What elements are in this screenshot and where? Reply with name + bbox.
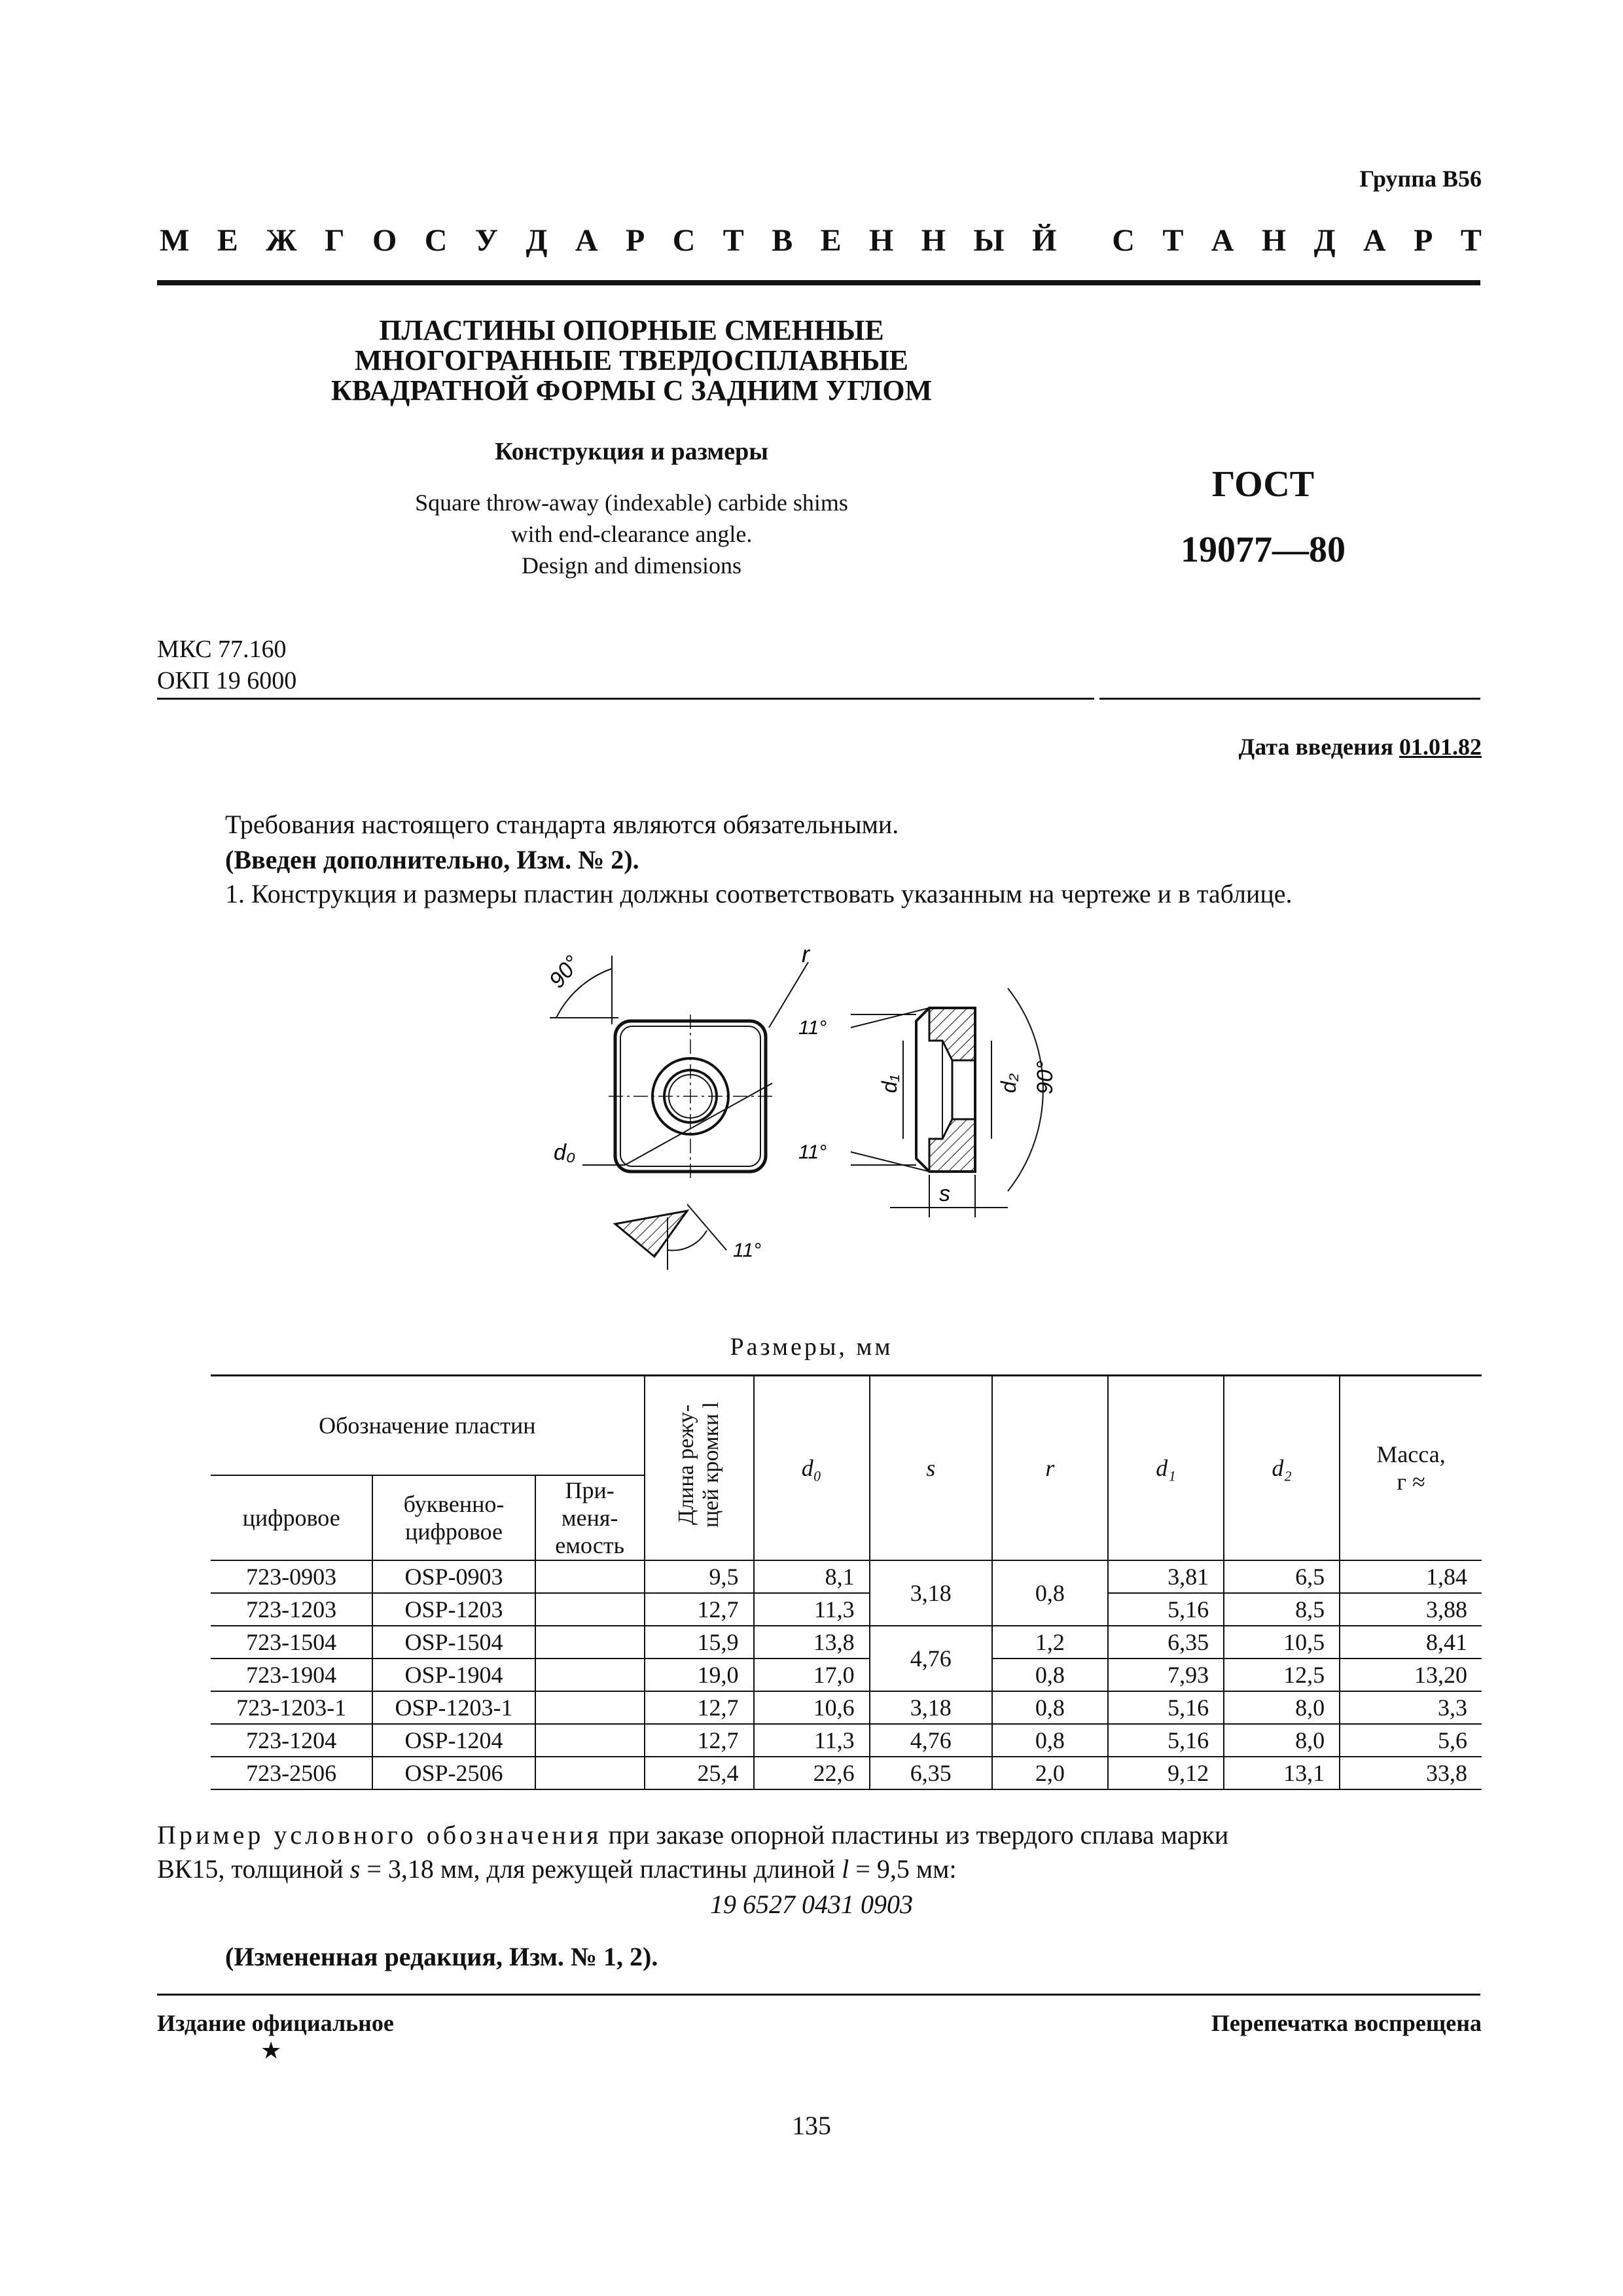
heading-letter: Ж: [266, 223, 297, 258]
mandatory-note: Требования настоящего стандарта являются обязательными.: [225, 810, 899, 839]
gost-label: ГОСТ: [1211, 464, 1315, 505]
interstate-standard-heading: [160, 223, 1482, 259]
footer-rule: [157, 1994, 1480, 1996]
applicability-header-line-3: емость: [555, 1532, 625, 1558]
length-header-line-1: Длина режу-: [674, 1405, 699, 1526]
cell-mass: 3,3: [1340, 1691, 1482, 1724]
r-header: r: [992, 1376, 1108, 1561]
heading-letter: С: [424, 223, 448, 258]
codes-rule-gap: [1094, 695, 1099, 702]
heading-letter: Д: [1313, 223, 1336, 258]
heading-letter: Н: [921, 223, 946, 258]
star-icon: ★: [260, 2037, 282, 2064]
cell-mass: 5,6: [1340, 1724, 1482, 1757]
heading-letter: Т: [1460, 223, 1482, 258]
table-row: [211, 1691, 1482, 1724]
cell-s: 4,76: [870, 1626, 992, 1691]
heading-letter: Г: [325, 223, 345, 258]
d1-label: d₁: [878, 1075, 901, 1093]
example-lead: Пример условного обозначения: [157, 1820, 602, 1850]
document-subtitle: Конструкция и размеры: [495, 438, 768, 465]
cell-d2: 12,5: [1224, 1659, 1340, 1691]
document-title: [288, 315, 975, 406]
mks-code: МКС 77.160: [157, 636, 287, 663]
applicability-header-line-2: меня-: [561, 1505, 618, 1531]
english-line-1: Square throw-away (indexable) carbide shims: [415, 490, 848, 516]
heading-letter: С: [1112, 223, 1135, 258]
cell-r: 0,8: [992, 1691, 1108, 1724]
d1-header: d₁: [1108, 1376, 1224, 1561]
cell-mass: 1,84: [1340, 1560, 1482, 1593]
cell-appl: [535, 1724, 645, 1757]
title-line-3: КВАДРАТНОЙ ФОРМЫ С ЗАДНИМ УГЛОМ: [330, 374, 933, 406]
cell-alnum: OSP-1904: [372, 1659, 535, 1691]
cell-num: 723-1504: [211, 1626, 372, 1659]
cell-num: 723-1904: [211, 1659, 372, 1691]
cell-mass: 8,41: [1340, 1626, 1482, 1659]
cell-d2: 8,0: [1224, 1691, 1340, 1724]
cell-alnum: OSP-1504: [372, 1626, 535, 1659]
cell-num: 723-0903: [211, 1560, 372, 1593]
d2-header: d₂: [1224, 1376, 1340, 1561]
cell-d1: 3,81: [1108, 1560, 1224, 1593]
cell-num: 723-1203: [211, 1593, 372, 1626]
cell-d2: 6,5: [1224, 1560, 1340, 1593]
okp-code: ОКП 19 6000: [157, 667, 297, 694]
angle-11-mid-label: 11°: [798, 1141, 827, 1163]
r-label: r: [802, 942, 810, 967]
table-caption: Размеры, мм: [730, 1333, 893, 1361]
cell-alnum: OSP-1203: [372, 1593, 535, 1626]
table-row: [211, 1593, 1482, 1626]
cell-l: 9,5: [645, 1560, 754, 1593]
cell-r: 1,2: [992, 1626, 1108, 1659]
clause-1: 1. Конструкция и размеры пластин должны соответствовать указанным на чертеже и в таблице.: [225, 879, 1293, 908]
heading-letter: Ы: [973, 223, 1005, 258]
applicability-header-line-1: При-: [565, 1477, 615, 1503]
cell-l: 25,4: [645, 1757, 754, 1789]
classification-codes: [157, 634, 296, 696]
title-line-1: ПЛАСТИНЫ ОПОРНЫЕ СМЕННЫЕ: [379, 314, 884, 346]
heading-letter: О: [372, 223, 397, 258]
heading-letter: Й: [1032, 223, 1057, 258]
cell-s: 3,18: [870, 1691, 992, 1724]
cell-s: 3,18: [870, 1560, 992, 1626]
cell-appl: [535, 1659, 645, 1691]
cell-appl: [535, 1593, 645, 1626]
cell-num: 723-1203-1: [211, 1691, 372, 1724]
cell-d1: 5,16: [1108, 1691, 1224, 1724]
cell-mass: 3,88: [1340, 1593, 1482, 1626]
cell-d0: 17,0: [754, 1659, 870, 1691]
heading-letter: В: [772, 223, 793, 258]
cell-l: 12,7: [645, 1724, 754, 1757]
cell-s: 4,76: [870, 1724, 992, 1757]
heading-letter: Н: [869, 223, 894, 258]
codes-rule: [157, 698, 1480, 700]
cell-d2: 8,0: [1224, 1724, 1340, 1757]
table-row: [211, 1757, 1482, 1789]
cell-l: 19,0: [645, 1659, 754, 1691]
example-s-symbol: s: [349, 1854, 361, 1884]
cell-d2: 10,5: [1224, 1626, 1340, 1659]
table-row: [211, 1626, 1482, 1659]
heading-letter: Е: [217, 223, 238, 258]
cell-r: 0,8: [992, 1560, 1108, 1626]
example-rest-2c: = 9,5 мм:: [849, 1854, 957, 1884]
applicability-header: [535, 1475, 645, 1560]
cell-d1: 5,16: [1108, 1724, 1224, 1757]
d0-label: d₀: [554, 1140, 576, 1165]
table-row: [211, 1659, 1482, 1691]
example-l-symbol: l: [842, 1854, 849, 1884]
cell-l: 12,7: [645, 1691, 754, 1724]
cell-d1: 5,16: [1108, 1593, 1224, 1626]
cell-r: 0,8: [992, 1724, 1108, 1757]
edited-note: (Измененная редакция, Изм. № 1, 2).: [225, 1942, 658, 1971]
cell-d0: 11,3: [754, 1724, 870, 1757]
angle-90-right-label: 90°: [1033, 1060, 1058, 1094]
cell-mass: 13,20: [1340, 1659, 1482, 1691]
designation-example: [157, 1818, 1482, 1886]
cell-d1: 9,12: [1108, 1757, 1224, 1789]
angle-11-bottom-label: 11°: [733, 1240, 762, 1261]
heading-letter: А: [575, 223, 598, 258]
cell-alnum: OSP-2506: [372, 1757, 535, 1789]
gost-number: 19077—80: [1181, 529, 1346, 570]
heading-letter: Н: [1261, 223, 1287, 258]
cell-d0: 10,6: [754, 1691, 870, 1724]
alnum-header-line-1: буквенно-: [403, 1491, 505, 1517]
dimensions-table: [211, 1374, 1482, 1790]
angle-90-left-label: 90°: [544, 951, 585, 993]
designation-header: Обозначение пластин: [211, 1376, 645, 1476]
mass-header-line-1: Масса,: [1376, 1441, 1446, 1467]
cell-alnum: OSP-0903: [372, 1560, 535, 1593]
heading-letter: Т: [722, 223, 744, 258]
header-rule: [157, 280, 1480, 285]
shim-drawing: [510, 942, 1099, 1309]
cell-alnum: OSP-1203-1: [372, 1691, 535, 1724]
heading-letter: Р: [1414, 223, 1433, 258]
s-header: s: [870, 1376, 992, 1561]
heading-letter: А: [1363, 223, 1386, 258]
cell-d1: 7,93: [1108, 1659, 1224, 1691]
cell-d0: 13,8: [754, 1626, 870, 1659]
cell-d2: 8,5: [1224, 1593, 1340, 1626]
mass-header: [1340, 1376, 1482, 1561]
d2-label: d₂: [997, 1073, 1020, 1093]
heading-letter: С: [672, 223, 696, 258]
english-line-2: with end-clearance angle.: [510, 521, 753, 547]
alnum-header-line-2: цифровое: [404, 1518, 503, 1545]
date-value: 01.01.82: [1399, 734, 1482, 760]
numeric-header: цифровое: [211, 1475, 372, 1560]
cell-r: 2,0: [992, 1757, 1108, 1789]
cell-d0: 22,6: [754, 1757, 870, 1789]
d0-header: d₀: [754, 1376, 870, 1561]
english-line-3: Design and dimensions: [522, 552, 741, 579]
date-label: Дата введения: [1238, 734, 1393, 760]
example-rest-1: при заказе опорной пластины из твердого сплава марки: [601, 1820, 1229, 1850]
group-code: Группа В56: [1359, 166, 1482, 192]
heading-letter: М: [160, 223, 190, 258]
cell-num: 723-2506: [211, 1757, 372, 1789]
example-code: 19 6527 0431 0903: [710, 1890, 913, 1919]
cell-l: 15,9: [645, 1626, 754, 1659]
heading-letter: А: [1211, 223, 1234, 258]
introduction-date: [1239, 733, 1482, 761]
heading-letter: Е: [820, 223, 842, 258]
english-title: [288, 487, 975, 581]
example-rest-2b: = 3,18 мм, для режущей пластины длиной: [360, 1854, 842, 1884]
heading-letter: Р: [625, 223, 645, 258]
heading-letter: У: [474, 223, 499, 258]
reprint-prohibited: Перепечатка воспрещена: [1211, 2010, 1482, 2036]
angle-11-top-label: 11°: [798, 1017, 827, 1039]
table-row: [211, 1724, 1482, 1757]
cell-d0: 8,1: [754, 1560, 870, 1593]
cell-mass: 33,8: [1340, 1757, 1482, 1789]
cell-l: 12,7: [645, 1593, 754, 1626]
official-edition: Издание официальное: [157, 2010, 394, 2036]
length-header-line-2: щей кромки l: [699, 1402, 724, 1528]
page-number: 135: [792, 2111, 831, 2140]
cell-appl: [535, 1560, 645, 1593]
mass-header-line-2: г ≈: [1397, 1469, 1425, 1495]
cell-appl: [535, 1757, 645, 1789]
heading-letter: Д: [526, 223, 548, 258]
title-line-2: МНОГОГРАННЫЕ ТВЕРДОСПЛАВНЫЕ: [354, 344, 909, 376]
cell-r: 0,8: [992, 1659, 1108, 1691]
cell-appl: [535, 1626, 645, 1659]
cell-d0: 11,3: [754, 1593, 870, 1626]
cell-num: 723-1204: [211, 1724, 372, 1757]
cell-alnum: OSP-1204: [372, 1724, 535, 1757]
gost-designation: [1132, 452, 1394, 583]
table-row: [211, 1560, 1482, 1593]
cell-s: 6,35: [870, 1757, 992, 1789]
s-label: s: [939, 1181, 950, 1206]
heading-letter: Т: [1162, 223, 1184, 258]
length-header: [645, 1376, 754, 1561]
alnum-header: [372, 1475, 535, 1560]
cell-d1: 6,35: [1108, 1626, 1224, 1659]
amendment-note: (Введен дополнительно, Изм. № 2).: [225, 845, 639, 874]
cell-appl: [535, 1691, 645, 1724]
cell-d2: 13,1: [1224, 1757, 1340, 1789]
example-rest-2a: ВК15, толщиной: [157, 1854, 350, 1884]
